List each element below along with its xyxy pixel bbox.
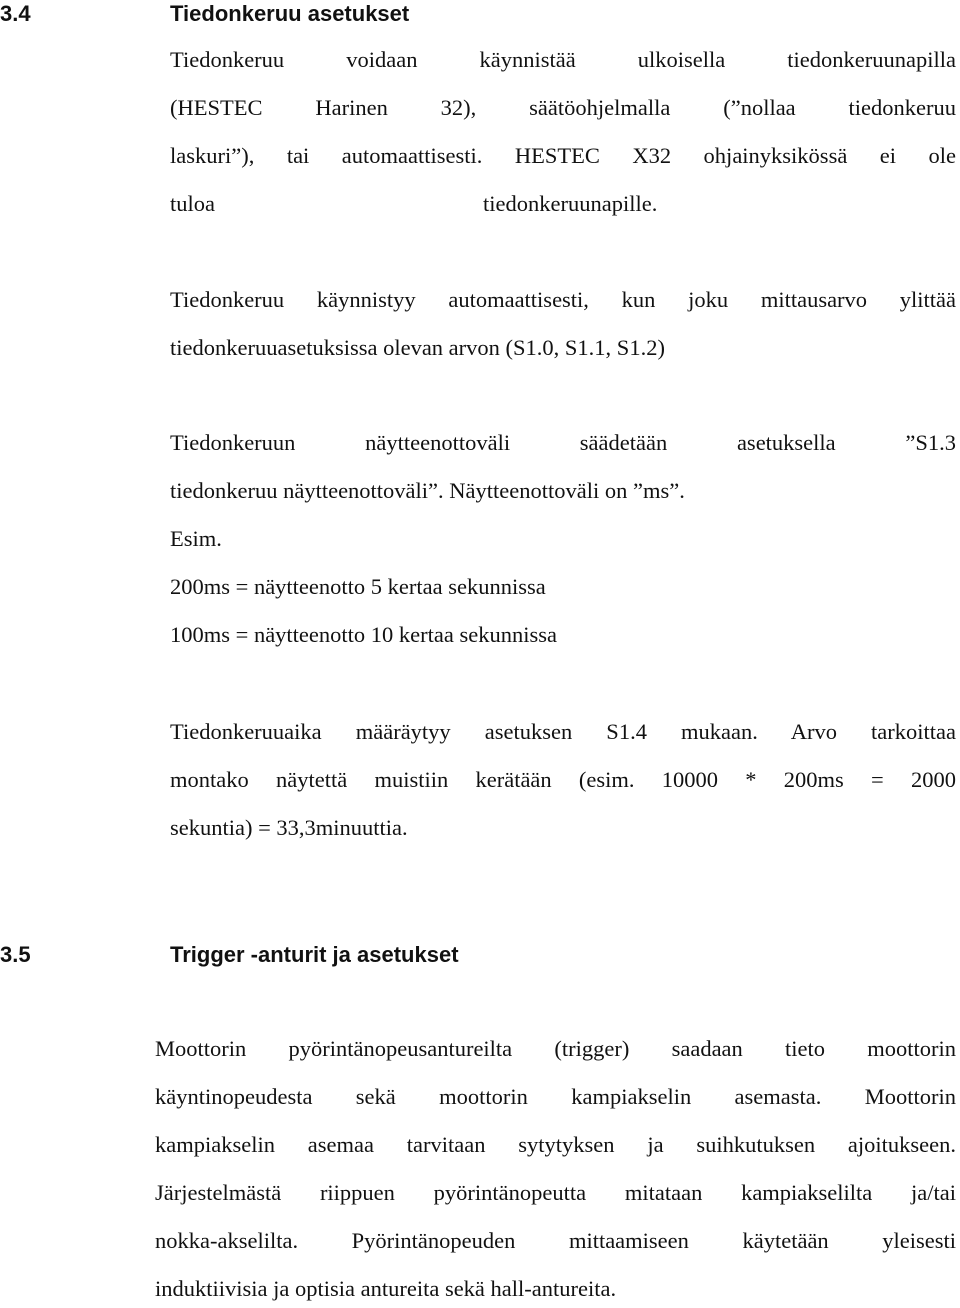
- paragraph-line: 100ms = näytteenotto 10 kertaa sekunnissa: [170, 622, 557, 647]
- section-3-5-title: Trigger -anturit ja asetukset: [170, 942, 459, 967]
- paragraph-line: nokka-akselilta. Pyörintänopeuden mittaamiseen käytetään yleisesti: [155, 1228, 956, 1253]
- paragraph-line: sekuntia) = 33,3minuuttia.: [170, 815, 408, 840]
- paragraph-line: käyntinopeudesta sekä moottorin kampiakselin asemasta. Moottorin: [155, 1084, 956, 1109]
- paragraph-line: induktiivisia ja optisia antureita sekä hall-antureita.: [155, 1276, 617, 1301]
- paragraph-line: laskuri”), tai automaattisesti. HESTEC X32 ohjainyksikössä ei ole: [170, 143, 956, 168]
- paragraph-line: tiedonkeruuasetuksissa olevan arvon (S1.0, S1.1, S1.2): [170, 335, 665, 360]
- paragraph-line: Järjestelmästä riippuen pyörintänopeutta mitataan kampiakselilta ja/tai: [155, 1180, 956, 1205]
- paragraph-line: Esim.: [170, 526, 222, 551]
- paragraph-line: Tiedonkeruun näytteenottoväli säädetään asetuksella ”S1.3: [170, 430, 956, 455]
- paragraph-line: (HESTEC Harinen 32), säätöohjelmalla (”nollaa tiedonkeruu: [170, 95, 956, 120]
- paragraph-line: kampiakselin asemaa tarvitaan sytytyksen ja suihkutuksen ajoitukseen.: [155, 1132, 956, 1157]
- paragraph-line: Tiedonkeruuaika määräytyy asetuksen S1.4 mukaan. Arvo tarkoittaa: [170, 719, 956, 744]
- paragraph-line: tuloa: [170, 191, 215, 216]
- paragraph-line: Moottorin pyörintänopeusantureilta (trigger) saadaan tieto moottorin: [155, 1036, 956, 1061]
- paragraph-line: 200ms = näytteenotto 5 kertaa sekunnissa: [170, 574, 546, 599]
- paragraph-line: Tiedonkeruu voidaan käynnistää ulkoisella tiedonkeruunapilla: [170, 47, 956, 72]
- paragraph-line: montako näytettä muistiin kerätään (esim. 10000 * 200ms = 2000: [170, 767, 956, 792]
- paragraph-line: Tiedonkeruu käynnistyy automaattisesti, kun joku mittausarvo ylittää: [170, 287, 956, 312]
- paragraph-line: tiedonkeruu näytteenottoväli”. Näytteenottoväli on ”ms”.: [170, 478, 685, 503]
- paragraph-line: tiedonkeruunapille.: [483, 191, 658, 216]
- section-3-4-title: Tiedonkeruu asetukset: [170, 1, 410, 26]
- section-3-4-number: 3.4: [0, 1, 31, 26]
- section-3-5-number: 3.5: [0, 942, 31, 967]
